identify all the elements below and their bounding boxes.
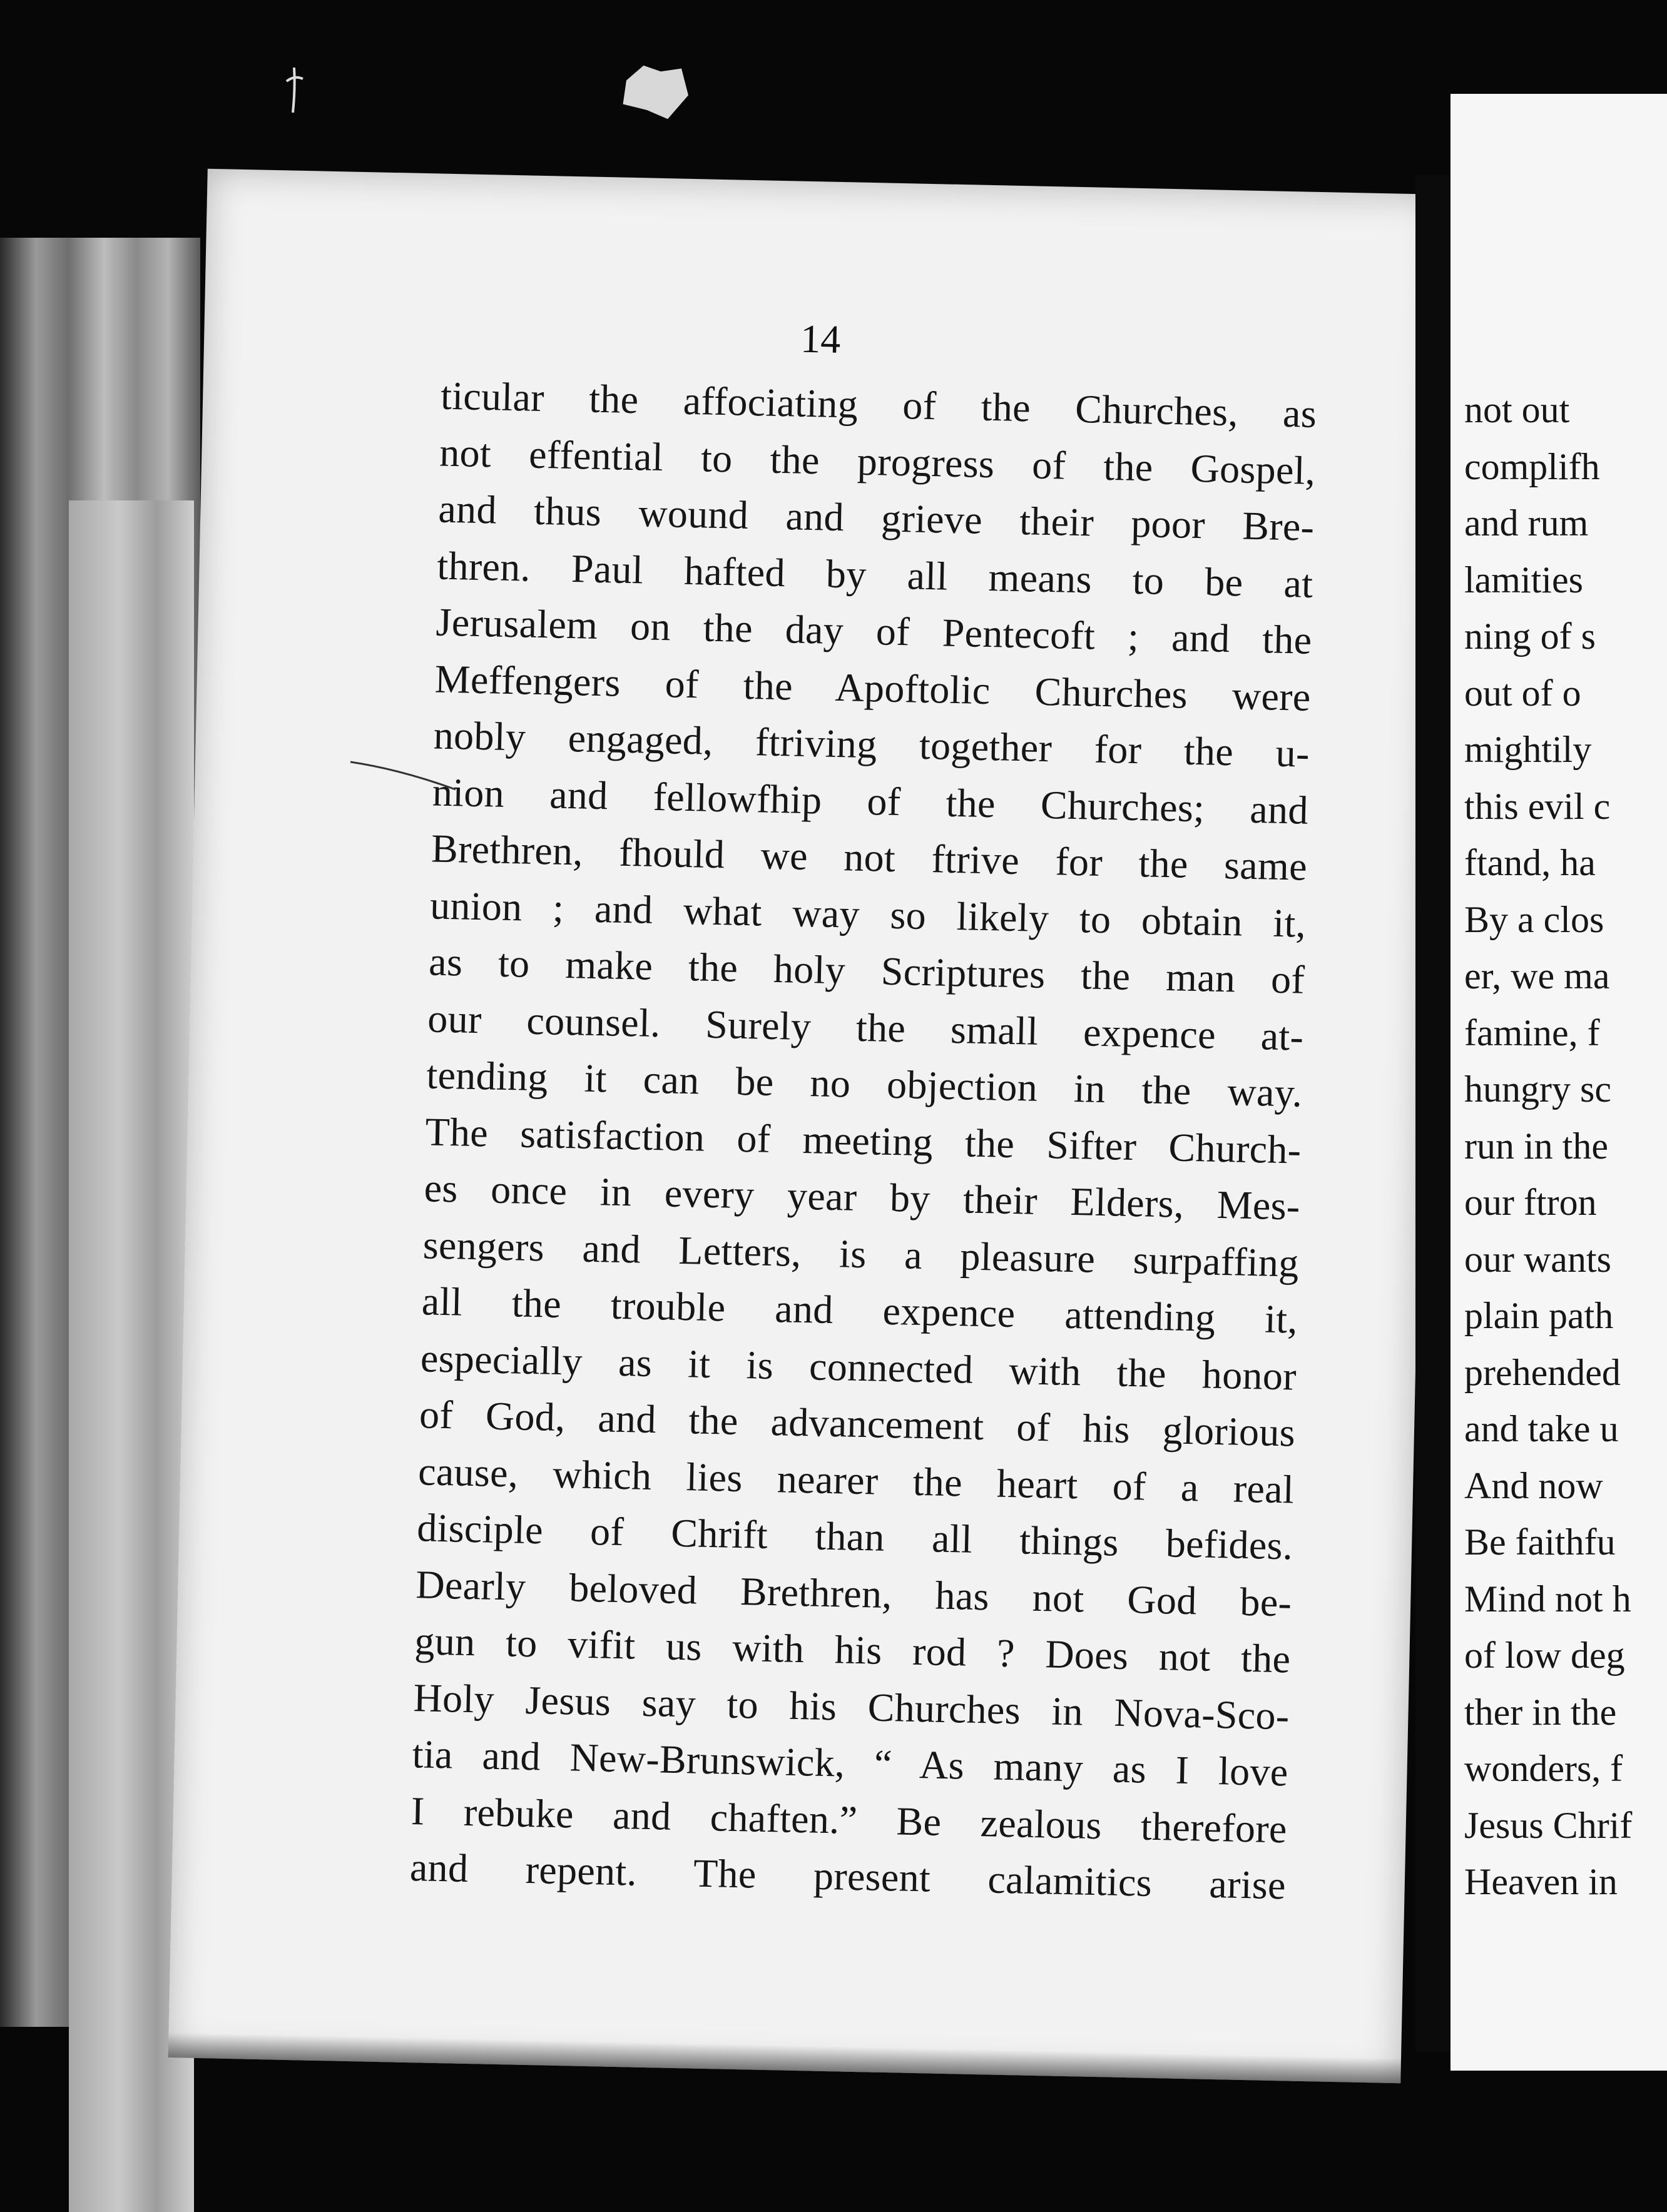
text-line: all the trouble and expence attending it, xyxy=(421,1279,1298,1342)
facing-text-line: our ftron xyxy=(1464,1182,1597,1223)
facing-text-line: out of o xyxy=(1464,672,1581,714)
facing-text-line: ther in the xyxy=(1464,1691,1617,1733)
facing-text-line: and rum xyxy=(1464,502,1589,544)
facing-text-line: prehended xyxy=(1464,1351,1621,1393)
text-line: union ; and what way so likely to obtain it, xyxy=(429,882,1307,946)
text-line: ticular the affociating of the Churches, as xyxy=(440,373,1317,436)
page-text-block xyxy=(409,368,1317,1914)
pencil-mark xyxy=(282,63,307,119)
page-number: 14 xyxy=(800,316,842,362)
facing-text-line: and take u xyxy=(1464,1408,1619,1449)
facing-text-line: complifh xyxy=(1464,445,1600,487)
facing-text-line: And now xyxy=(1464,1464,1603,1506)
facing-text-line: ning of s xyxy=(1464,616,1596,657)
facing-text-line: of low deg xyxy=(1464,1635,1625,1676)
facing-text-line: Be faithfu xyxy=(1464,1521,1616,1563)
text-line: es once in every year by their Elders, Mes- xyxy=(424,1165,1301,1229)
facing-page xyxy=(1450,94,1667,2071)
facing-text-line: our wants xyxy=(1464,1238,1611,1280)
text-line: nobly engaged, ftriving together for the u- xyxy=(433,713,1310,776)
facing-text-line: mightily xyxy=(1464,729,1592,770)
text-line: tia and New-Brunswick, “ As many as I love xyxy=(412,1732,1289,1795)
book-page xyxy=(168,169,1440,2084)
text-line: and thus wound and grieve their poor Bre- xyxy=(437,486,1315,549)
text-line: Dearly beloved Brethren, has not God be- xyxy=(415,1561,1292,1625)
facing-text-line: this evil c xyxy=(1464,785,1611,827)
facing-text-line: not out xyxy=(1464,389,1570,430)
facing-text-line: Heaven in xyxy=(1464,1861,1618,1902)
text-line: thren. Paul hafted by all means to be at xyxy=(436,543,1314,606)
text-line: Holy Jesus say to his Churches in Nova-Sco- xyxy=(412,1675,1290,1738)
facing-text-line: Mind not h xyxy=(1464,1578,1631,1620)
torn-paper-fragment xyxy=(619,63,688,122)
facing-text-line: er, we ma xyxy=(1464,955,1610,997)
facing-text-line: Jesus Chrif xyxy=(1464,1804,1633,1846)
text-line: and repent. The present calamitics arise xyxy=(409,1845,1287,1908)
text-line: as to make the holy Scriptures the man of xyxy=(428,939,1305,1002)
text-line: not effential to the progress of the Gospel, xyxy=(439,430,1316,493)
facing-text-line: By a clos xyxy=(1464,898,1604,940)
facing-text-line: ftand, ha xyxy=(1464,842,1596,883)
facing-text-line: famine, f xyxy=(1464,1012,1600,1053)
page-bottom-edge xyxy=(168,2032,1401,2083)
margin-pen-stroke xyxy=(350,757,457,794)
text-line: The satisfaction of meeting the Sifter Church- xyxy=(424,1109,1302,1172)
text-line: disciple of Chrift than all things befides. xyxy=(416,1505,1293,1568)
facing-text-line: lamities xyxy=(1464,559,1583,601)
text-line: sengers and Letters, is a pleasure surpaffing xyxy=(422,1222,1300,1286)
text-line: tending it can be no objection in the way. xyxy=(426,1052,1303,1115)
text-line: especially as it is connected with the honor xyxy=(420,1335,1297,1399)
text-line: I rebuke and chaften.” Be zealous therefore xyxy=(410,1788,1288,1851)
text-line: Meffengers of the Apoftolic Churches were xyxy=(434,656,1312,719)
binding-board xyxy=(0,238,200,2027)
facing-text-line: plain path xyxy=(1464,1295,1614,1336)
facing-text-line: run in the xyxy=(1464,1125,1608,1167)
facing-page-text-block xyxy=(1464,382,1667,1910)
text-line: of God, and the advancement of his glorious xyxy=(419,1392,1296,1455)
text-line: cause, which lies nearer the heart of a real xyxy=(417,1448,1295,1512)
text-line: nion and fellowfhip of the Churches; and xyxy=(432,769,1309,833)
text-line: Brethren, fhould we not ftrive for the same xyxy=(431,826,1308,889)
facing-text-line: hungry sc xyxy=(1464,1068,1611,1110)
facing-text-line: wonders, f xyxy=(1464,1748,1623,1789)
text-line: gun to vifit us with his rod ? Does not the xyxy=(414,1618,1292,1682)
text-line: our counsel. Surely the small expence at- xyxy=(427,995,1304,1059)
book-gutter xyxy=(1415,175,1450,2052)
text-line: Jerusalem on the day of Pentecoft ; and the xyxy=(436,599,1313,662)
